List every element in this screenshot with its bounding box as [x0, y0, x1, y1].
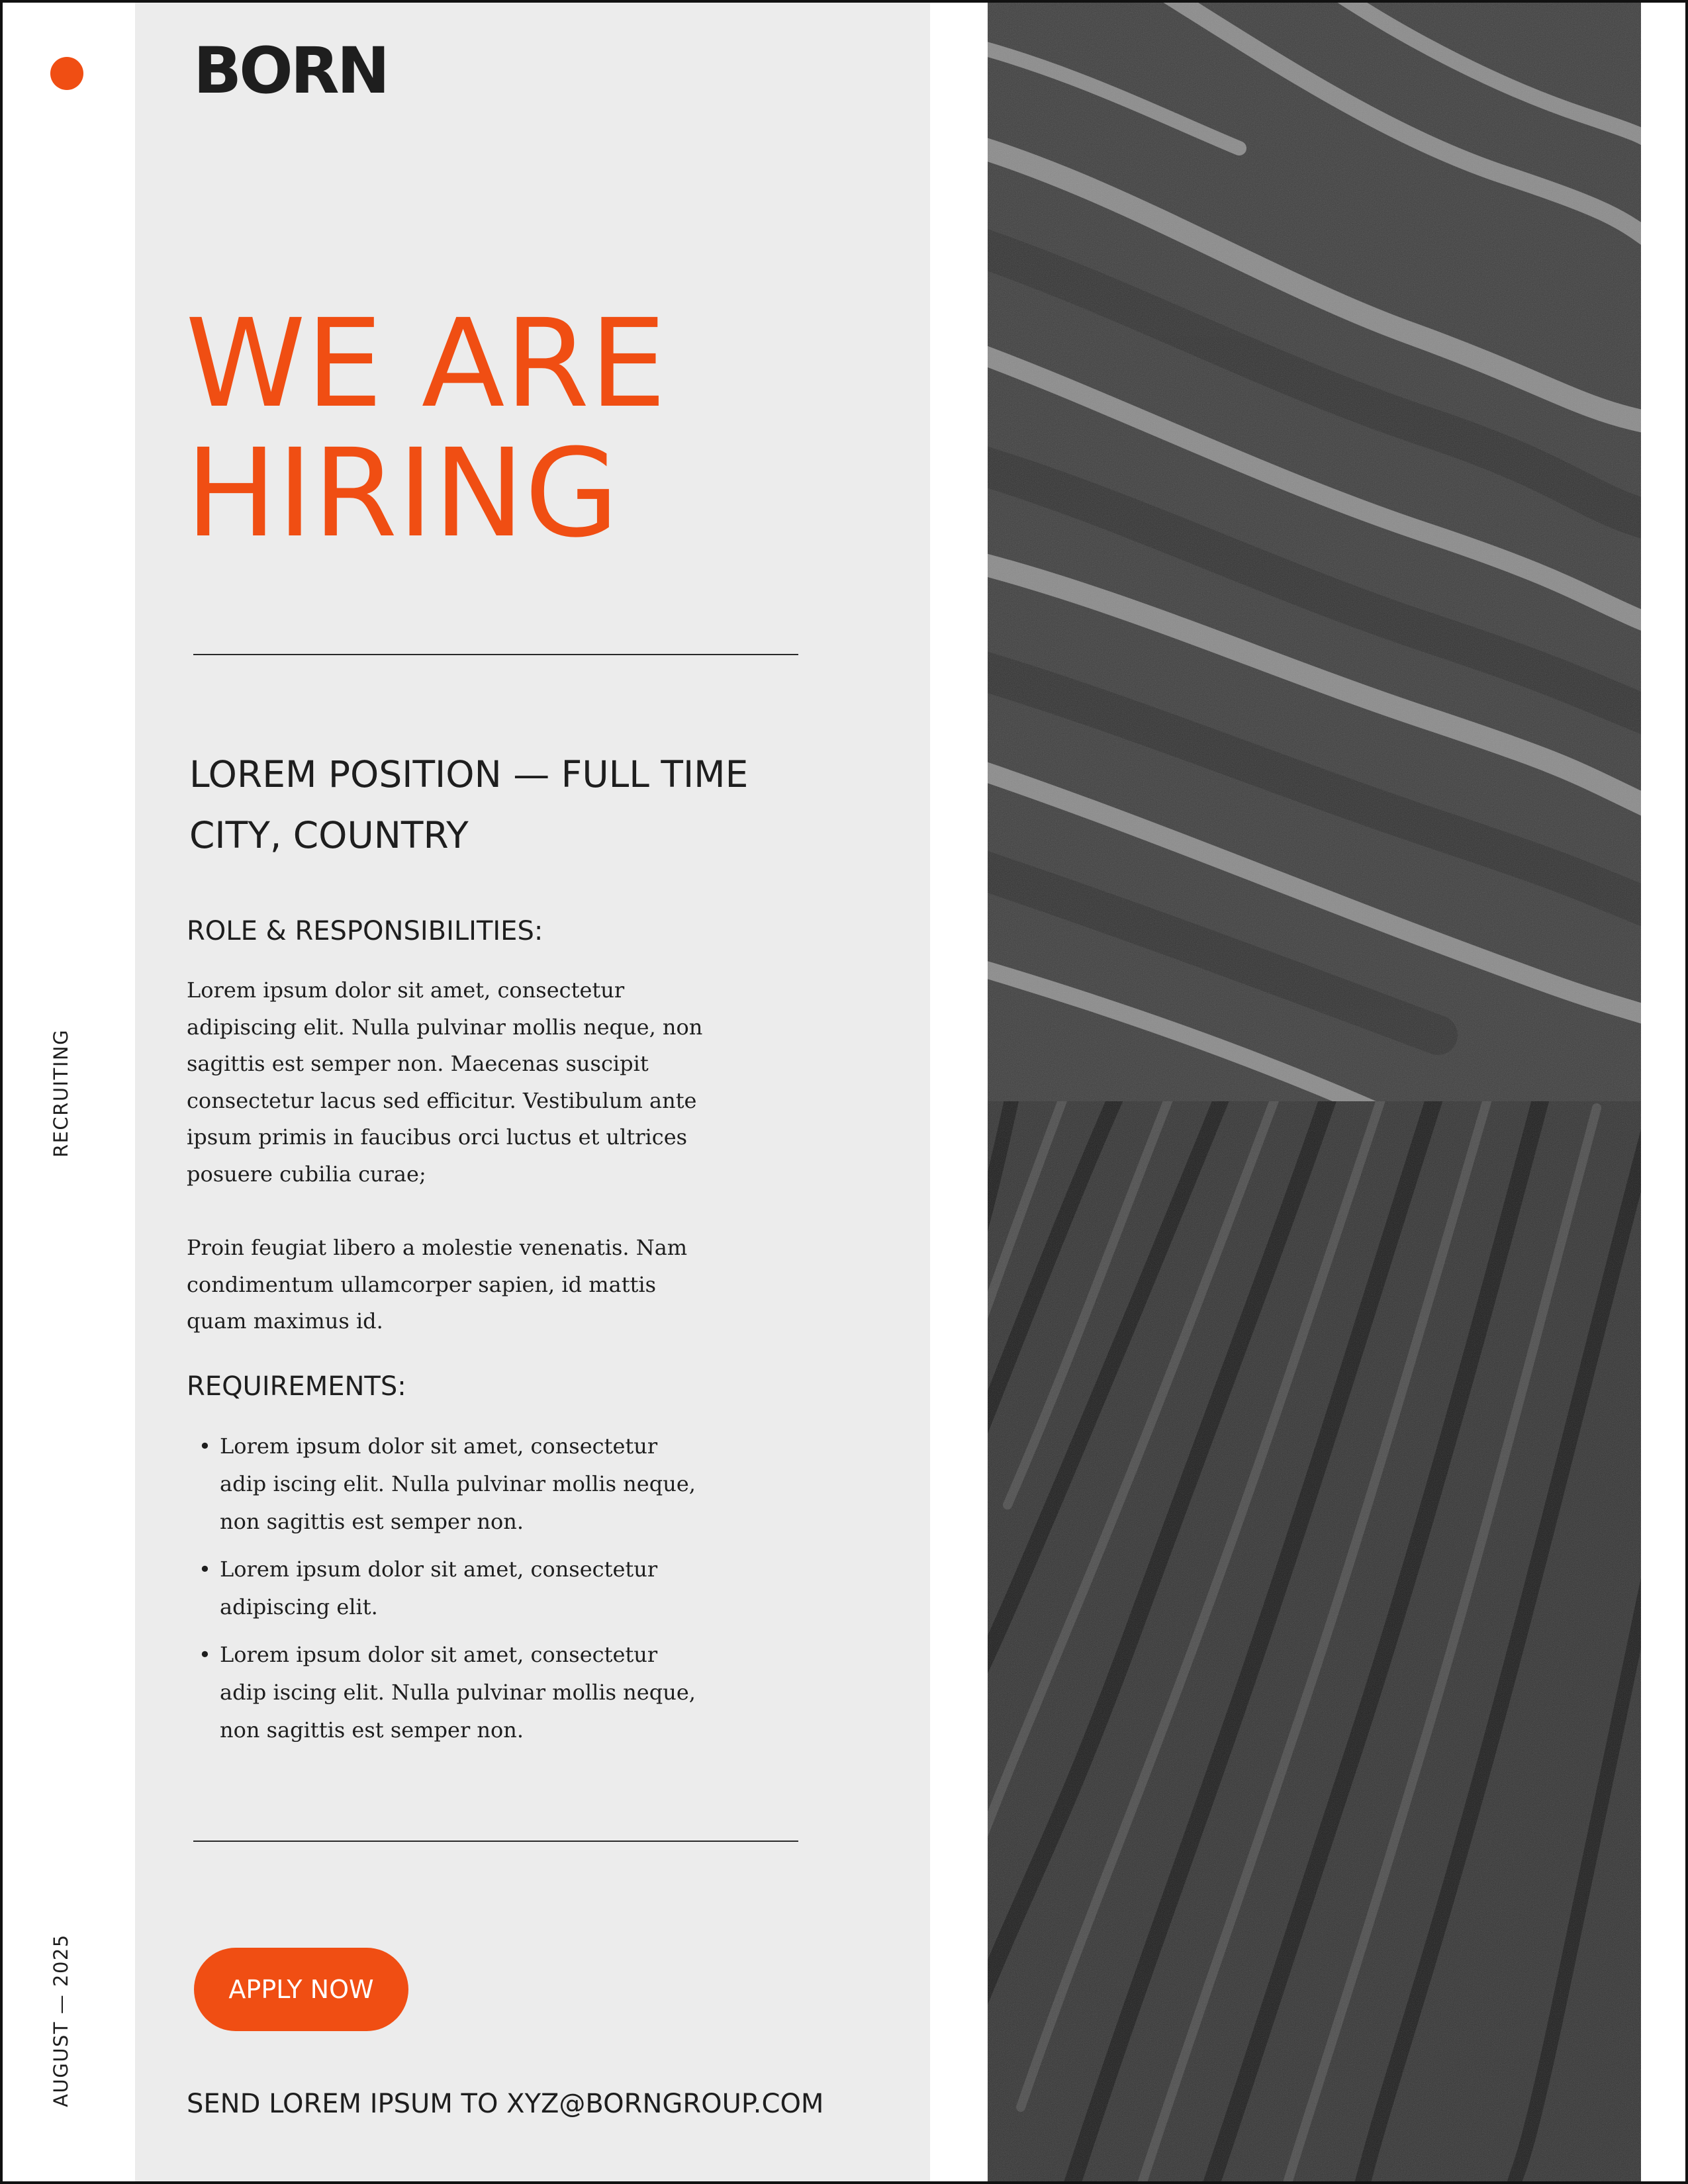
sand-dunes-image [988, 3, 1641, 1101]
requirement-text: Lorem ipsum dolor sit amet, consectetur adipiscing elit. [220, 1557, 658, 1619]
requirements-heading: REQUIREMENTS: [187, 1371, 406, 1402]
position-title: LOREM POSITION — FULL TIME [189, 753, 749, 796]
role-heading: ROLE & RESPONSIBILITIES: [187, 916, 543, 946]
list-item [187, 1428, 703, 1541]
requirements-list [187, 1428, 703, 1759]
requirement-text: Lorem ipsum dolor sit amet, consectetur adip iscing elit. Nulla pulvinar mollis neque, non sagittis est semper non. [220, 1433, 696, 1534]
position-info [189, 744, 748, 866]
bullet-icon: • [199, 1642, 211, 1667]
apply-now-button[interactable]: APPLY NOW [194, 1948, 408, 2031]
bullet-icon: • [199, 1557, 211, 1582]
headline [185, 293, 667, 565]
bullet-icon: • [199, 1433, 211, 1459]
sand-dunes-photo [988, 3, 1641, 1101]
requirement-text: Lorem ipsum dolor sit amet, consectetur adip iscing elit. Nulla pulvinar mollis neque, non sagittis est semper non. [220, 1642, 696, 1743]
divider-bottom [193, 1841, 798, 1842]
contact-line: SEND LOREM IPSUM TO XYZ@BORNGROUP.COM [187, 2089, 824, 2119]
role-paragraph-2: Proin feugiat libero a molestie venenatis. Nam condimentum ullamcorper sapien, id mattis quam maximus id. [187, 1235, 688, 1334]
divider-top [193, 654, 798, 655]
accent-dot [50, 57, 83, 90]
sand-ripples-photo [988, 1101, 1641, 2184]
position-location: CITY, COUNTRY [189, 814, 469, 856]
vertical-label: RECRUITING [50, 1028, 72, 1158]
headline-line-1: WE ARE [185, 293, 667, 435]
brand-logo: BORN [193, 34, 388, 108]
content-panel [135, 3, 930, 2184]
headline-line-2: HIRING [185, 423, 619, 565]
role-paragraph-1: Lorem ipsum dolor sit amet, consectetur adipiscing elit. Nulla pulvinar mollis neque, non sagittis est semper non. Maecenas suscipit consectetur lacus sed efficitur. Vestibulum ante ipsum primis in faucibus orci luctus et ultrices posuere cubilia curae; [187, 978, 703, 1187]
list-item [187, 1636, 703, 1749]
list-item [187, 1551, 703, 1626]
sand-ripples-image [988, 1101, 1641, 2184]
vertical-date: AUGUST — 2025 [50, 1934, 72, 2107]
